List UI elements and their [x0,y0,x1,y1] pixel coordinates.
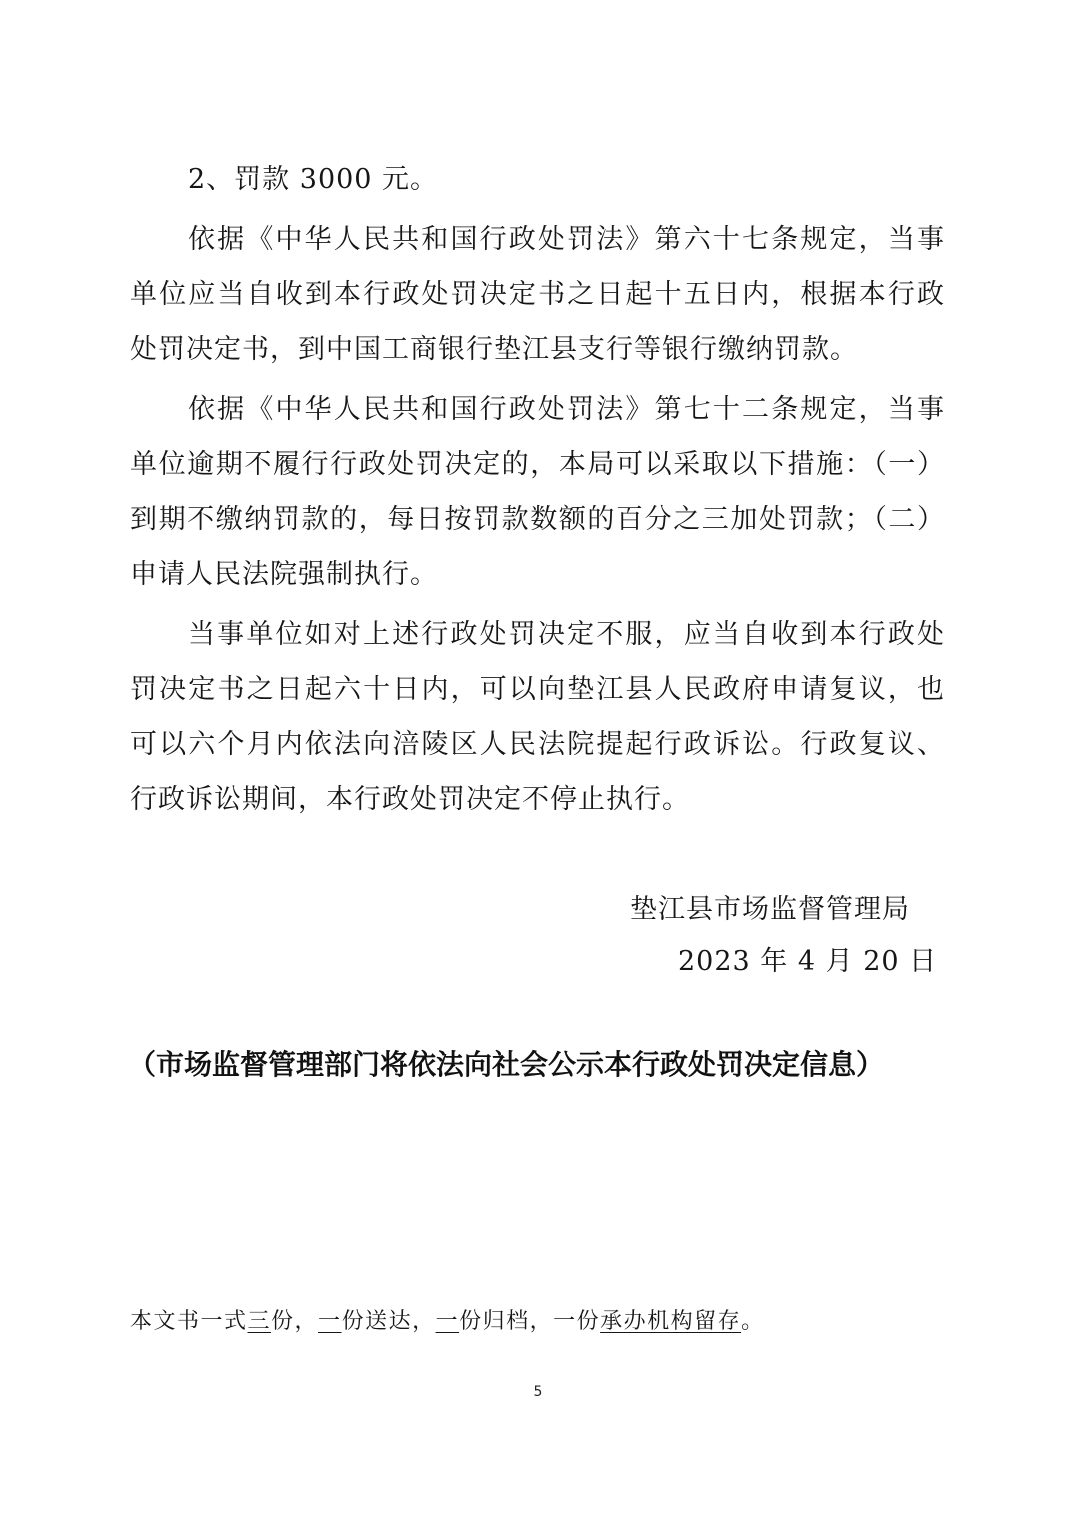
copies-note-segment-underlined: 一 [435,1309,460,1334]
paragraph-line: 依据《中华人民共和国行政处罚法》第六十七条规定，当事 [188,224,945,255]
copies-note [130,1308,830,1336]
paragraph-line: 罚决定书之日起六十日内，可以向垫江县人民政府申请复议，也 [130,674,945,705]
copies-note-segment: 份， [271,1309,319,1334]
page-number: 5 [533,1384,543,1400]
issue-date: 2023 年 4 月 20 日 [678,946,938,977]
publicity-notice: （市场监督管理部门将依法向社会公示本行政处罚决定信息） [128,1048,885,1081]
copies-note-segment: 本文书一式 [130,1309,248,1334]
paragraph-line: 行政诉讼期间，本行政处罚决定不停止执行。 [130,784,690,815]
paragraph-line: 单位逾期不履行行政处罚决定的，本局可以采取以下措施：（一） [130,449,945,480]
paragraph-line: 处罚决定书，到中国工商银行垫江县支行等银行缴纳罚款。 [130,334,858,365]
copies-note-segment-underlined: 三 [247,1309,272,1334]
copies-note-segment-underlined: 承办机构留存 [600,1309,742,1334]
paragraph-line: 可以六个月内依法向涪陵区人民法院提起行政诉讼。行政复议、 [130,729,945,760]
copies-note-segment: 份送达， [341,1309,436,1334]
paragraph-line: 到期不缴纳罚款的，每日按罚款数额的百分之三加处罚款；（二） [130,504,945,535]
paragraph-line: 单位应当自收到本行政处罚决定书之日起十五日内，根据本行政 [130,279,945,310]
paragraph-line: 当事单位如对上述行政处罚决定不服，应当自收到本行政处 [188,619,945,650]
copies-note-segment-underlined: 一 [318,1309,342,1334]
copies-note-segment: 份归档，一份 [459,1309,601,1334]
issuing-authority: 垫江县市场监督管理局 [630,894,910,925]
paragraph-line: 申请人民法院强制执行。 [130,559,438,590]
penalty-item-2: 2、罚款 3000 元。 [188,164,439,195]
copies-note-segment: 。 [741,1309,765,1334]
paragraph-line: 依据《中华人民共和国行政处罚法》第七十二条规定，当事 [188,394,945,425]
